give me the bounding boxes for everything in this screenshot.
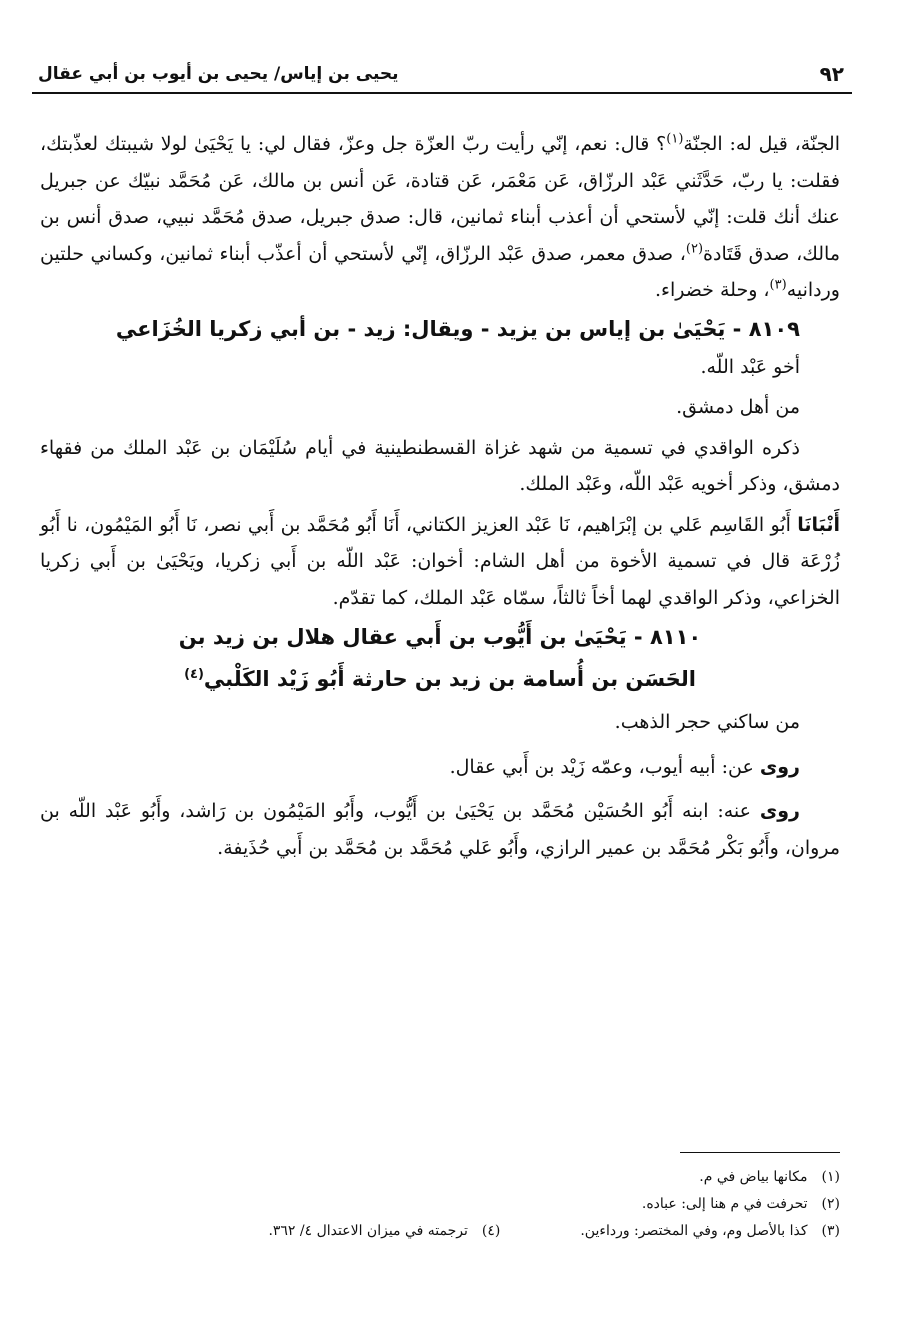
paragraph-text: أَبُو القَاسِم عَلي بن إبْرَاهيم، نَا عَبْد العزيز الكتاني، أَنَا أَبُو مُحَمَّد بن أَبي نصر، نَا أَبُو المَيْمُون، نا أَبُو زُرْعَة قال في تسمية الأخوة من أهل الشام: أخوان: عَبْد اللّه بن أَبي زكريا، ويَحْيَىٰ بن أَبي زكريا الخزاعي، وذكر الواقدي لهما أخاً ثالثاً، سمّاه عَبْد الملك، كما تقدّم.	[40, 513, 840, 609]
footnote-ref-3: (٣)	[769, 277, 787, 293]
paragraph-text: الجنّة، قيل له: الجنّة	[683, 133, 841, 155]
footnote-number: (٤)	[481, 1223, 501, 1239]
footnote-row	[140, 1218, 840, 1245]
footnote-text: مكانها بياض في م.	[699, 1169, 808, 1185]
page-number: ٩٢	[819, 62, 844, 86]
rawa-keyword: روى	[759, 800, 800, 822]
entry-line-residence: من ساكني حجر الذهب.	[614, 711, 800, 733]
page-header	[32, 58, 852, 94]
paragraph-text: عنه: ابنه أَبُو الحُسَيْن مُحَمَّد بن يَحْيَىٰ بن أَيُّوب، وأَبُو المَيْمُون بن رَاشد، وأَبُو عَبْد اللّه بن مروان، وأَبُو بَكْر مُحَمَّد بن عمير الرازي، وأَبُو عَلي مُحَمَّد بن مُحَمَّد بن أَبي حُذَيفة.	[40, 800, 840, 859]
paragraph-text: ؟ قال: نعم، إنّي رأيت ربّ العزّة جل وعزّ، فقال لي: يا يَحْيَىٰ لولا شيبتك لعذّبتك، فقلت: يا ربّ، حَدَّثَني عَبْد الرزّاق، عَن مَعْمَر، عَن قتادة، عَن أنس بن مالك، عَن مُحَمَّد نبيّك عن جبريل عنك أنك قلت: إنّي لأستحي أن أعذب أبناء ثمانين، قال: صدق جبريل، صدق مُحَمَّد نبيي، صدق أنس بن مالك، صدق قَتَادة	[40, 133, 840, 265]
main-text	[40, 126, 840, 866]
entry-line-origin: من أهل دمشق.	[676, 396, 800, 418]
footnote-number: (٢)	[821, 1196, 840, 1212]
entry-heading-8109: ٨١٠٩ - يَحْيَىٰ بن إياس بن يزيد - ويقال: زيد - بن أبي زكريا الخُزَاعي	[115, 316, 800, 341]
paragraph-rawa-anhu	[40, 793, 840, 866]
footnote-2	[140, 1191, 840, 1218]
paragraph-text: ، صدق معمر، صدق عَبْد الرزّاق، إنّي لأستحي أن أعذّب أبناء ثمانين، وكساني حلتين وردانيه	[40, 242, 840, 301]
footnote-text: تحرفت في م هنا إلى: عباده.	[641, 1196, 808, 1212]
footnote-4	[268, 1218, 500, 1245]
entry-line-brother: أخو عَبْد اللّه.	[700, 355, 800, 378]
heading-text: الحَسَن بن أُسامة بن زيد بن حارثة أَبُو زَيْد الكَلْبي	[203, 667, 696, 691]
footnotes	[140, 1164, 840, 1245]
anbana-keyword: أَنْبَانَا	[797, 513, 840, 536]
paragraph-text: عن: أبيه أيوب، وعمّه زَيْد بن أَبي عقال.	[449, 755, 760, 778]
footnote-3	[580, 1218, 840, 1245]
rawa-keyword: روى	[759, 755, 800, 778]
footnote-1	[140, 1164, 840, 1191]
entry-heading-8110-line2	[40, 658, 840, 700]
running-title: يحيى بن إياس/ يحيى بن أيوب بن أبي عقال	[38, 64, 399, 84]
footnote-text: كذا بالأصل وم، وفي المختصر: ورداءين.	[580, 1223, 808, 1239]
footnote-text: ترجمته في ميزان الاعتدال ٤/ ٣٦٢.	[268, 1223, 468, 1239]
paragraph-text: ، وحلة خضراء.	[654, 279, 770, 301]
footnote-number: (٣)	[821, 1223, 840, 1239]
paragraph-anbana	[40, 507, 840, 617]
paragraph-jannah	[40, 126, 840, 309]
footnote-ref-1: (١)	[666, 131, 684, 147]
footnote-ref-4: (٤)	[184, 667, 204, 682]
paragraph-rawa-an	[40, 749, 840, 786]
paragraph-waqidi: ذكره الواقدي في تسمية من شهد غزاة القسطنطينية في أيام سُلَيْمَان بن عَبْد الملك من فقهاء دمشق، وذكر أخويه عَبْد اللّه، وعَبْد الملك.	[40, 436, 840, 495]
entry-heading-8110-line1: ٨١١٠ - يَحْيَىٰ بن أَيُّوب بن أَبي عقال هلال بن زيد بن	[178, 625, 702, 649]
footnote-ref-2: (٢)	[685, 241, 704, 257]
footnote-number: (١)	[821, 1169, 840, 1185]
footnote-divider	[680, 1152, 840, 1153]
